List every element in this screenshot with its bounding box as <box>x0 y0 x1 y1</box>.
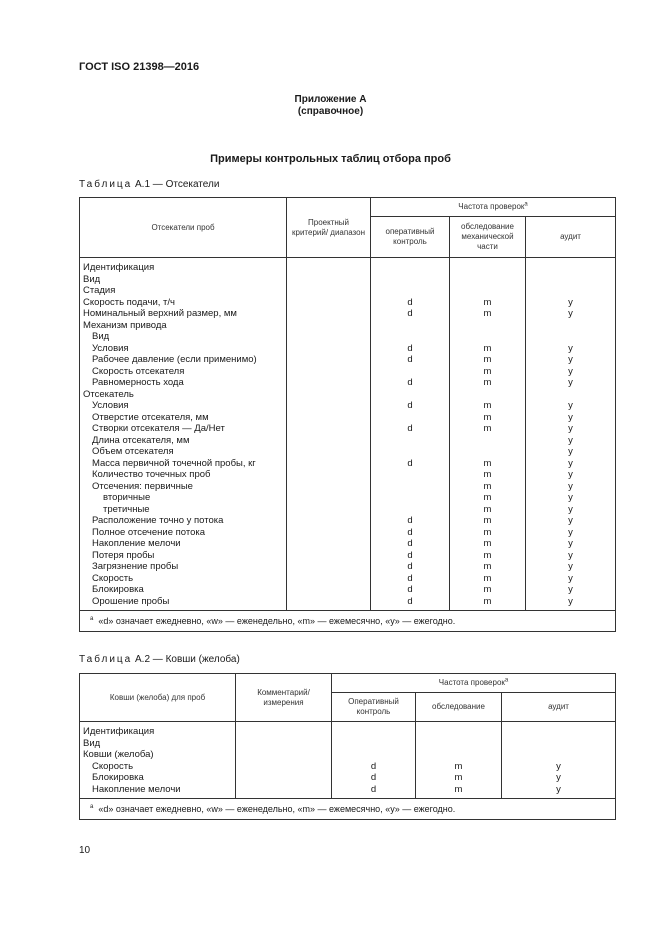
table-row-name: Механизм привода <box>83 319 167 331</box>
footnote-ref: a <box>524 201 528 208</box>
table-row-audit: y <box>568 377 573 388</box>
footnote-ref: a <box>504 677 509 684</box>
table-row-op: d <box>407 526 413 538</box>
table2-caption-text: А.2 — Ковши (желоба) <box>135 654 240 665</box>
table-row-mech <box>450 274 525 286</box>
table-row-op <box>371 435 449 447</box>
table-row-mech <box>450 446 525 458</box>
header-mechanical-inspection: обследование механической части <box>450 217 526 258</box>
table-row-audit: y <box>568 296 573 308</box>
table-row-mech <box>416 726 501 738</box>
table-row-audit <box>526 331 615 343</box>
table-row-mech: m <box>483 308 492 319</box>
annex-title: Приложение А <box>294 94 367 105</box>
table1-caption <box>79 179 219 190</box>
table-row-op: d <box>407 342 413 354</box>
table-row-op <box>371 412 449 424</box>
table-row-mech: m <box>483 526 492 538</box>
table-row-audit <box>526 389 615 401</box>
table-row-op <box>371 389 449 401</box>
table-row-op: d <box>407 561 413 572</box>
table-row-op: d <box>407 549 413 561</box>
annex-heading <box>0 94 661 118</box>
mechanical-column <box>450 262 525 607</box>
table-row-mech: m <box>483 342 492 354</box>
table-row-audit: y <box>568 584 573 595</box>
table-row-mech <box>416 738 501 750</box>
table-row-audit: y <box>568 354 573 365</box>
table-row-op: d <box>407 457 413 469</box>
table-row-mech <box>450 320 525 332</box>
table-row-audit: y <box>568 492 573 503</box>
table-row-name: Отверстие отсекателя, мм <box>92 411 209 423</box>
table-row-name: Отсечения: первичные <box>92 480 193 492</box>
table-row-mech: m <box>483 400 492 411</box>
table-row-audit: y <box>568 549 573 561</box>
table-row-mech: m <box>454 783 463 795</box>
table-row-name: Скорость отсекателя <box>92 365 185 377</box>
table-row-op: d <box>407 354 413 365</box>
operational-column <box>371 262 449 607</box>
document-id: ГОСТ ISO 21398—2016 <box>79 61 200 73</box>
table-row-audit: y <box>568 503 573 515</box>
header-buckets: Ковши (желоба) для проб <box>80 674 236 722</box>
table-row-op <box>371 504 449 516</box>
table-row-mech <box>450 389 525 401</box>
table-row-mech <box>450 435 525 447</box>
table-row-name: Накопление мелочи <box>92 783 181 795</box>
table-row-op: d <box>370 772 377 783</box>
table-row-op: d <box>407 400 413 411</box>
table-row-audit <box>526 285 615 297</box>
table-row-mech: m <box>483 296 492 308</box>
table-row-mech: m <box>483 572 492 584</box>
table-row-audit: y <box>568 469 573 480</box>
table-row-name: третичные <box>103 503 150 515</box>
table-row-op <box>371 285 449 297</box>
table-row-audit: y <box>568 342 573 354</box>
operational-column <box>332 726 415 795</box>
table-row-op: d <box>407 538 413 549</box>
table-row-audit: y <box>568 434 573 446</box>
table-row-name: Блокировка <box>92 584 144 595</box>
table-row-name: Скорость <box>92 572 134 584</box>
table-row-mech: m <box>483 457 492 469</box>
table-row-op: d <box>407 377 413 388</box>
table-row-audit: y <box>568 515 573 526</box>
table2-caption-label: Таблица <box>79 654 133 665</box>
table-row-op <box>371 366 449 378</box>
table-row-audit: y <box>568 308 573 319</box>
header-comment: Комментарий/ измерения <box>236 674 332 722</box>
table-row-mech <box>450 262 525 274</box>
table-row-mech: m <box>483 411 492 423</box>
table-row-audit <box>526 262 615 274</box>
table1-caption-label: Таблица <box>79 179 133 190</box>
table-row-op: d <box>407 308 413 319</box>
audit-column <box>502 726 615 795</box>
header-operational-control: оперативный контроль <box>371 217 450 258</box>
table-row-name: Орошение пробы <box>92 595 170 607</box>
table-row-name: Длина отсекателя, мм <box>92 434 190 446</box>
table-row-name: Рабочее давление (если применимо) <box>92 354 257 365</box>
table-row-audit: y <box>556 760 561 772</box>
table-row-name: Вид <box>83 737 101 749</box>
table1-footnote <box>80 611 616 632</box>
table-row-name: Ковши (желоба) <box>83 749 154 760</box>
table-row-name: вторичные <box>103 492 151 503</box>
table-row-audit <box>526 320 615 332</box>
inspection-column <box>416 726 501 795</box>
table-row-audit: y <box>556 783 561 795</box>
table-row-audit: y <box>568 480 573 492</box>
table-row-audit: y <box>568 446 573 457</box>
table-row-audit: y <box>568 400 573 411</box>
table-row-name: Идентификация <box>83 726 155 737</box>
table1-caption-text: А.1 — Отсекатели <box>135 179 220 190</box>
table-row-op: d <box>407 296 413 308</box>
header-audit: аудит <box>502 693 616 722</box>
table-row-mech: m <box>483 503 492 515</box>
table-row-op: d <box>407 584 413 595</box>
table-row-op: d <box>370 760 377 772</box>
table-row-name: Количество точечных проб <box>92 469 211 480</box>
table-row-audit: y <box>568 595 573 607</box>
header-inspection: обследование <box>416 693 502 722</box>
table-row-audit: y <box>568 538 573 549</box>
table-row-mech: m <box>483 561 492 572</box>
annex-subtitle: (справочное) <box>297 106 364 117</box>
table-row-audit <box>502 738 615 750</box>
table-row-audit: y <box>556 772 561 783</box>
table-buckets <box>79 673 616 820</box>
table-row-name: Равномерность хода <box>92 377 184 388</box>
header-audit: аудит <box>526 217 616 258</box>
table-row-mech: m <box>483 549 492 561</box>
header-check-frequency <box>371 198 616 217</box>
table-row-mech: m <box>483 595 492 607</box>
table-row-mech: m <box>454 772 463 783</box>
table-row-op: d <box>407 595 413 607</box>
table-row-mech: m <box>483 354 492 365</box>
table-row-op <box>332 749 415 761</box>
table-row-op: d <box>407 423 413 434</box>
table-row-op: d <box>407 515 413 526</box>
table-row-name: Вид <box>83 273 101 285</box>
table-row-op <box>332 726 415 738</box>
table-row-op <box>371 274 449 286</box>
table-row-audit <box>502 726 615 738</box>
table-row-op: d <box>370 783 377 795</box>
table-row-name: Объем отсекателя <box>92 446 174 457</box>
table-row-name: Расположение точно у потока <box>92 515 224 526</box>
section-title: Примеры контрольных таблиц отбора проб <box>210 153 451 165</box>
footnote-text: «d» означает ежедневно, «w» — еженедельно, «m» — ежемесячно, «y» — ежегодно. <box>98 616 456 626</box>
table2-caption <box>79 654 240 665</box>
table-row-name: Идентификация <box>83 262 155 273</box>
table-row-mech <box>450 331 525 343</box>
table-row-op <box>332 738 415 750</box>
table-row-mech: m <box>483 538 492 549</box>
table-row-audit: y <box>568 561 573 572</box>
table-row-name: Накопление мелочи <box>92 538 181 549</box>
header-check-frequency-label: Частота проверок <box>458 202 525 211</box>
table-row-op <box>371 469 449 481</box>
table-row-mech: m <box>483 584 492 595</box>
table-row-name: Условия <box>92 400 129 411</box>
table-row-audit: y <box>568 365 573 377</box>
table-row-name: Вид <box>92 331 110 342</box>
table-row-op <box>371 492 449 504</box>
name-column <box>80 262 286 607</box>
table-row-mech <box>450 285 525 297</box>
table-row-op <box>371 446 449 458</box>
header-check-frequency <box>332 674 616 693</box>
table-row-name: Скорость <box>92 760 134 772</box>
table-row-audit: y <box>568 423 573 434</box>
table-row-mech: m <box>483 377 492 388</box>
table-row-name: Стадия <box>83 285 116 296</box>
table-row-mech: m <box>483 492 492 503</box>
table-row-op: d <box>407 572 413 584</box>
table-row-mech: m <box>454 760 463 772</box>
table-row-mech: m <box>483 423 492 434</box>
table-row-name: Створки отсекателя — Да/Нет <box>92 423 225 434</box>
table-row-mech: m <box>483 469 492 480</box>
audit-column <box>526 262 615 607</box>
table-row-audit: y <box>568 411 573 423</box>
table-row-op <box>371 320 449 332</box>
table-row-mech <box>416 749 501 761</box>
table-row-name: Блокировка <box>92 772 144 783</box>
table-row-audit: y <box>568 526 573 538</box>
table-row-op <box>371 481 449 493</box>
page-number: 10 <box>79 845 91 856</box>
table-row-audit <box>502 749 615 761</box>
header-operational-control: Оперативный контроль <box>332 693 416 722</box>
table-row-name: Потеря пробы <box>92 549 155 561</box>
table-row-name: Полное отсечение потока <box>92 526 206 538</box>
footnote-text: «d» означает ежедневно, «w» — еженедельно, «m» — ежемесячно, «y» — ежегодно. <box>98 804 456 814</box>
table2-footnote <box>80 799 616 820</box>
table-row-name: Отсекатель <box>83 388 134 400</box>
table-row-mech: m <box>483 365 492 377</box>
header-design-criterion: Проектный критерий/ диапазон <box>287 198 371 258</box>
name-column <box>80 726 235 795</box>
table-row-name: Масса первичной точечной пробы, кг <box>92 457 256 469</box>
table-row-audit: y <box>568 572 573 584</box>
table-row-audit <box>526 274 615 286</box>
table-samplers <box>79 197 616 632</box>
table-row-mech: m <box>483 515 492 526</box>
table-row-op <box>371 262 449 274</box>
table-row-name: Скорость подачи, т/ч <box>83 296 175 308</box>
footnote-mark: a <box>90 616 94 622</box>
table-row-op <box>371 331 449 343</box>
header-samplers: Отсекатели проб <box>80 198 287 258</box>
table-row-name: Условия <box>92 342 129 354</box>
table-row-mech: m <box>483 480 492 492</box>
table-row-audit: y <box>568 457 573 469</box>
header-check-frequency-label: Частота проверок <box>438 678 505 687</box>
table-row-name: Загрязнение пробы <box>92 561 179 572</box>
table-row-name: Номинальный верхний размер, мм <box>83 308 237 319</box>
footnote-mark: a <box>90 804 94 810</box>
